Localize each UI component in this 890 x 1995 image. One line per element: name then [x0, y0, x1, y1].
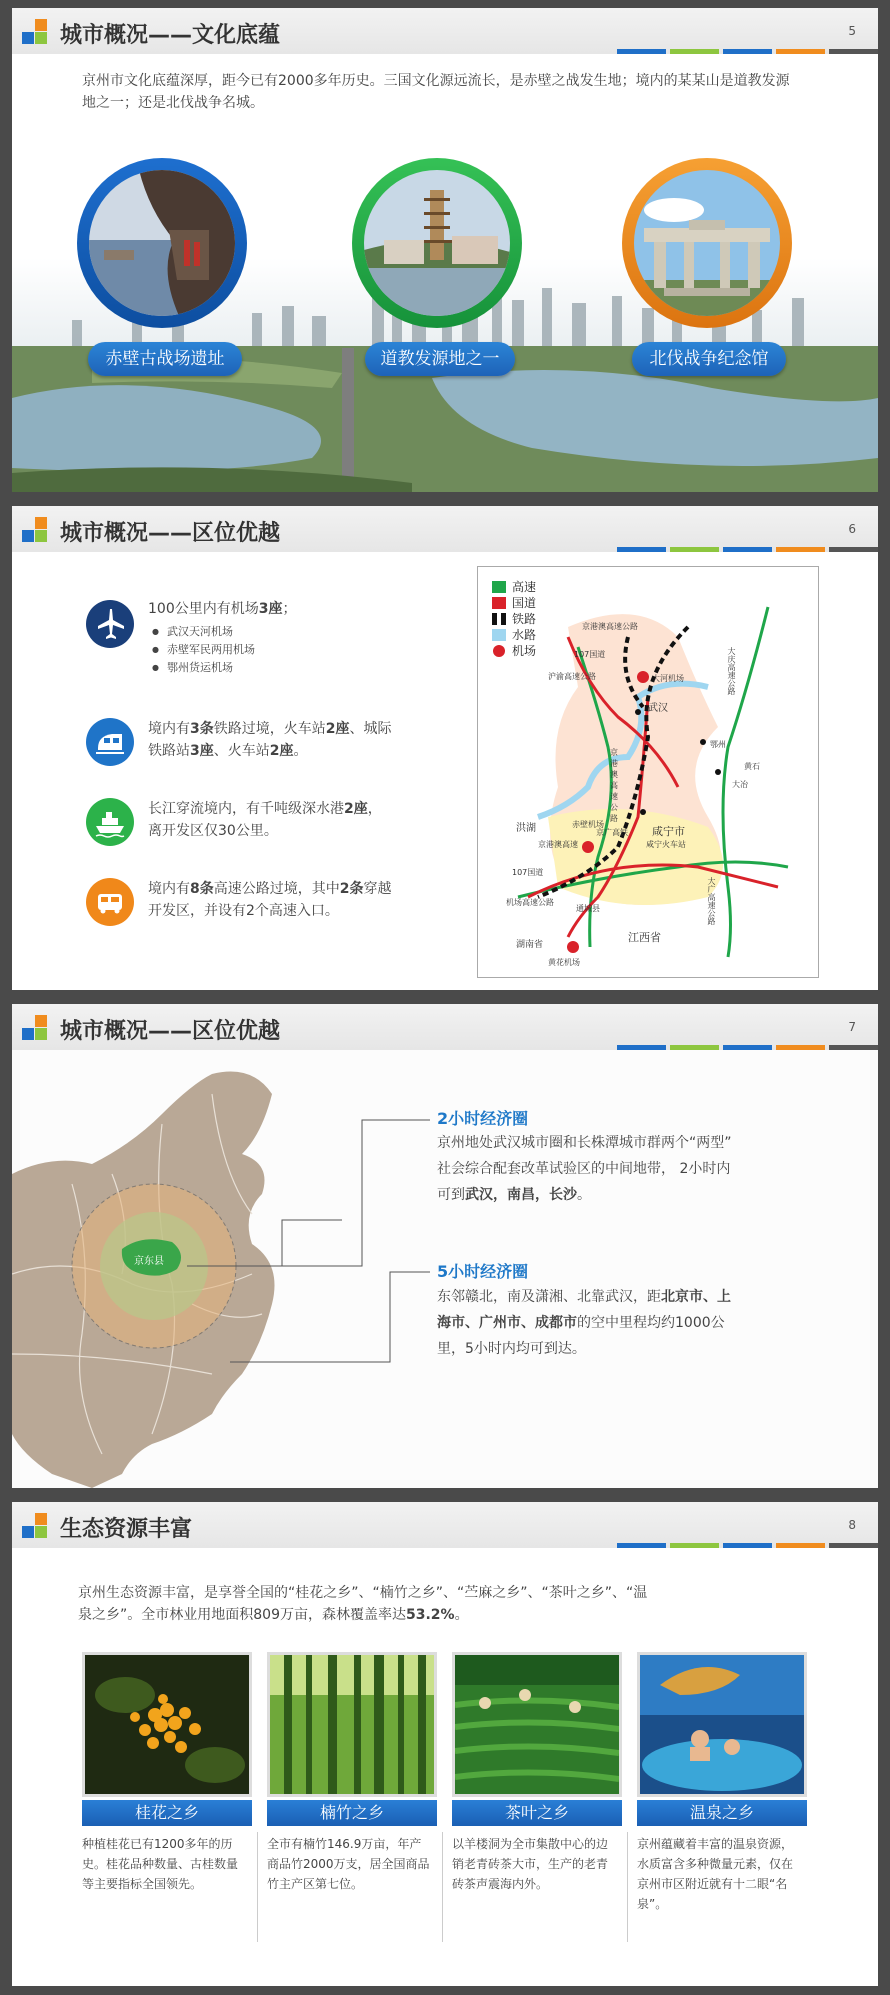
card-desc-hot-spring: 京州蕴藏着丰富的温泉资源，水质富含多种微量元素，仅在京州市区附近就有十二眼“名泉”。 — [637, 1837, 794, 1911]
intro-text: 京州市文化底蕴深厚，距今已有2000多年历史。三国文化源远流长，是赤壁之战发生地；境内的某某山是道教发源地之一；还是北伐战争名城。 — [82, 73, 790, 111]
card-desc-osmanthus: 种植桂花已有1200多年的历史。桂花品种数量、古桂数量等主要指标全国领先。 — [82, 1837, 239, 1891]
slide-title: 生态资源丰富 — [60, 1517, 193, 1542]
two-hour-title: 2小时经济圈 — [437, 1109, 529, 1128]
ecology-intro: 京州生态资源丰富，是享誉全国的“桂花之乡”、“楠竹之乡”、“苎麻之乡”、“茶叶之乡”、“温 泉之乡”。全市林业用地面积809万亩，森林覆盖率达53.2%。 — [78, 1585, 648, 1623]
hot-spring-photo — [637, 1652, 807, 1797]
railway-text: 境内有3条铁路过境，火车站2座、城际 铁路站3座、火车站2座。 — [148, 721, 392, 759]
card-desc-bamboo: 全市有楠竹146.9万亩，年产商品竹2000万支，居全国商品竹主产区第七位。 — [267, 1837, 430, 1891]
transport-map — [477, 566, 819, 978]
page-number: 8 — [848, 1518, 856, 1532]
label-memorial: 北伐战争纪念馆 — [632, 342, 786, 376]
map-legend: 高速 国道 铁路 水路 机场 — [512, 580, 537, 658]
slide-title: 城市概况——文化底蕴 — [60, 23, 281, 48]
tea-photo — [452, 1652, 622, 1797]
highway-text: 境内有8条高速公路过境，其中2条穿越 开发区，并设有2个高速入口。 — [148, 881, 392, 919]
airport-bullet: ● 武汉天河机场 — [152, 623, 233, 642]
two-hour-text: 京州地处武汉城市圈和长株潭城市群两个“两型” 社会综合配套改革试验区的中间地带， 2小时内 可到武汉，南昌，长沙。 — [437, 1135, 732, 1203]
osmanthus-photo — [82, 1652, 252, 1797]
airplane-icon — [86, 600, 134, 648]
page-number: 6 — [848, 522, 856, 536]
five-hour-title: 5小时经济圈 — [437, 1262, 529, 1281]
slide-header — [12, 506, 878, 552]
photo-circle-chibi — [77, 158, 247, 328]
logo-icon — [22, 517, 48, 543]
divider — [627, 1832, 628, 1942]
airport-text: 100公里内有机场3座； — [148, 601, 297, 617]
label-chibi: 赤壁古战场遗址 — [88, 342, 242, 376]
label-taoism: 道教发源地之一 — [365, 342, 515, 376]
logo-icon — [22, 1513, 48, 1539]
slide-title: 城市概况——区位优越 — [60, 521, 281, 546]
train-icon — [86, 718, 134, 766]
five-hour-text: 东邻赣北，南及潇湘、北靠武汉，距北京市、上 海市、广州市、成都市的空中里程均约1000公 里，5小时内均可到达。 — [437, 1289, 731, 1357]
card-label-tea: 茶叶之乡 — [452, 1800, 622, 1826]
logo-icon — [22, 19, 48, 45]
slide-header — [12, 1502, 878, 1548]
slide-location — [12, 506, 878, 990]
ship-icon — [86, 798, 134, 846]
photo-circle-memorial — [622, 158, 792, 328]
bus-icon — [86, 878, 134, 926]
card-label-hot-spring: 温泉之乡 — [637, 1800, 807, 1826]
port-text: 长江穿流境内，有千吨级深水港2座， 离开发区仅30公里。 — [148, 801, 382, 839]
header-color-bars — [613, 1543, 878, 1548]
slide-title: 城市概况——区位优越 — [60, 1019, 281, 1044]
divider — [442, 1832, 443, 1942]
photo-circle-taoism — [352, 158, 522, 328]
slide-economic-circle — [12, 1004, 878, 1488]
card-desc-tea: 以羊楼洞为全市集散中心的边销老青砖茶大市，生产的老青砖茶声震海内外。 — [452, 1837, 609, 1891]
callout-lines — [12, 1004, 878, 1488]
card-label-osmanthus: 桂花之乡 — [82, 1800, 252, 1826]
slide-culture — [12, 8, 878, 492]
divider — [257, 1832, 258, 1942]
page-number: 5 — [848, 24, 856, 38]
header-color-bars — [613, 547, 878, 552]
map-labels: 京港澳高速公路 107国道 沪渝高速公路 大庆高速公路 大河机场 武汉 鄂州 黄石 大冶 京港澳高速公路 洪湖 赤壁机场 京广高铁 咸宁市 京港澳高速 咸宁火车站 107国道 机场高速公路 通城县 湖南省 江西省 大广高速公路 黄花机场 — [506, 622, 760, 967]
airport-bullet: ● 赤壁军民两用机场 — [152, 641, 255, 660]
airport-bullet: ● 鄂州货运机场 — [152, 659, 233, 678]
card-label-bamboo: 楠竹之乡 — [267, 1800, 437, 1826]
page-number: 7 — [848, 1020, 856, 1034]
header-color-bars — [613, 49, 878, 54]
slide-ecology — [12, 1502, 878, 1986]
bamboo-photo — [267, 1652, 437, 1797]
slide-header — [12, 8, 878, 54]
map-county-label: 京东县 — [134, 1256, 164, 1267]
